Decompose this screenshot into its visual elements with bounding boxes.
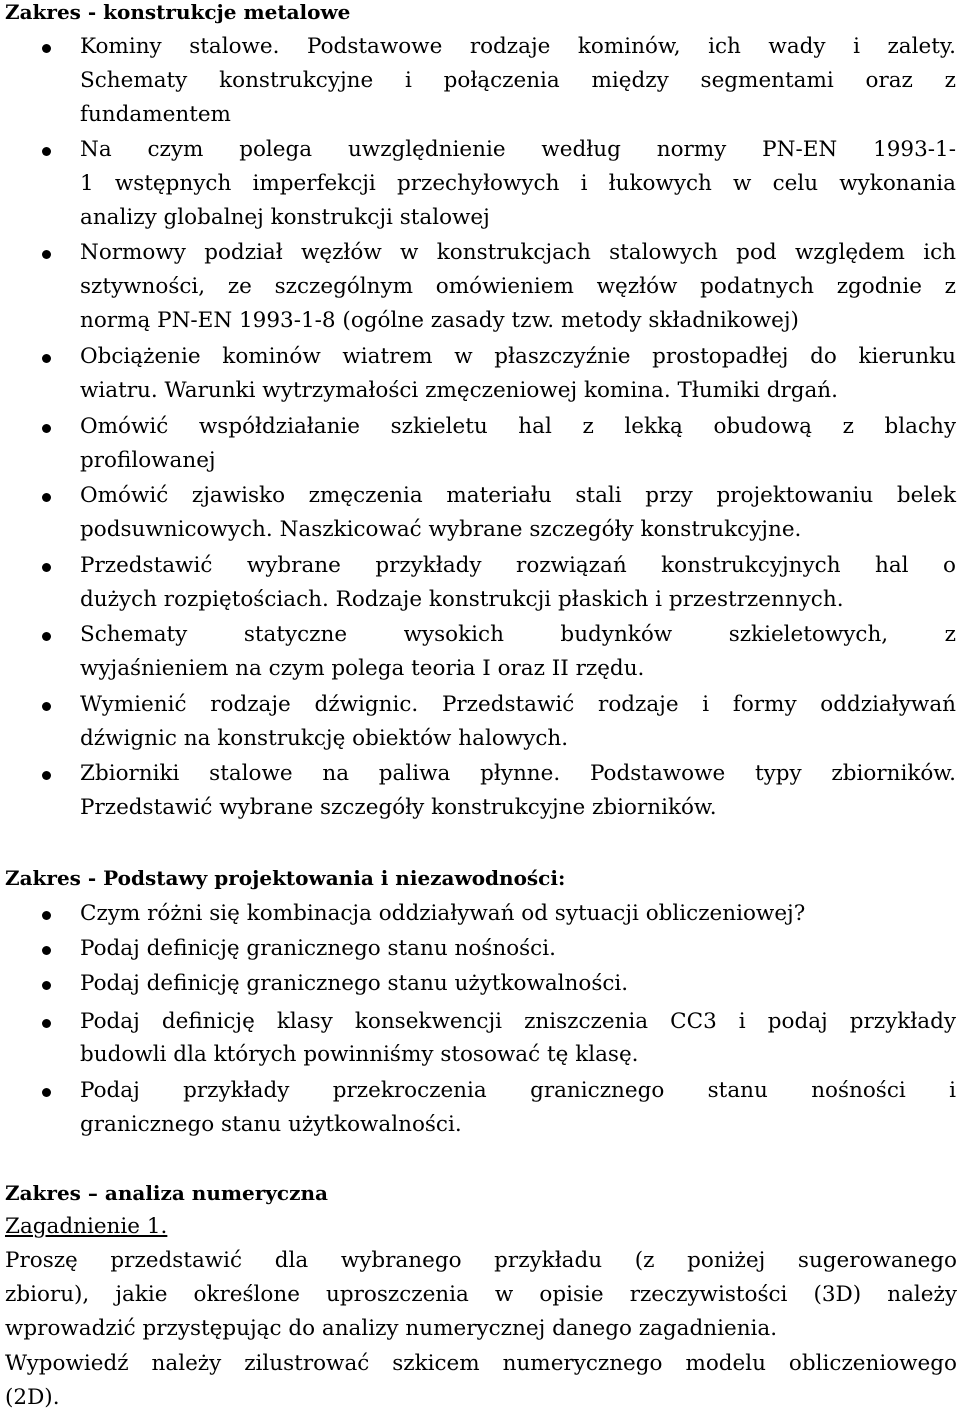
item-line: Omówić współdziałanie szkieletu hal z lekką obudową z blachy [80, 414, 956, 439]
item-line: granicznego stanu użytkowalności. [80, 1112, 462, 1137]
item-line: dużych rozpiętościach. Rodzaje konstrukcji płaskich i przestrzennych. [80, 587, 844, 612]
item-line: Podaj definicję granicznego stanu użytkowalności. [80, 971, 629, 996]
item-line: 1 wstępnych imperfekcji przechyłowych i łukowych w celu wykonania [80, 171, 956, 196]
bullet-icon [42, 702, 51, 711]
bullet-icon [42, 250, 51, 259]
item-line: Schematy statyczne wysokich budynków szkieletowych, z [80, 622, 956, 647]
item-line: Wymienić rodzaje dźwignic. Przedstawić rodzaje i formy oddziaływań [80, 692, 956, 717]
item-line: profilowanej [80, 448, 216, 473]
bullet-icon [42, 911, 51, 920]
paragraph-line: Proszę przedstawić dla wybranego przykładu (z poniżej sugerowanego [5, 1248, 957, 1273]
item-line: Na czym polega uwzględnienie według normy PN-EN 1993-1- [80, 137, 956, 162]
item-line: Podaj definicję granicznego stanu nośności. [80, 936, 556, 961]
item-line: Przedstawić wybrane przykłady rozwiązań konstrukcyjnych hal o [80, 553, 956, 578]
item-line: fundamentem [80, 102, 231, 127]
item-line: sztywności, ze szczególnym omówieniem węzłów podatnych zgodnie z [80, 274, 956, 299]
item-line: Zbiorniki stalowe na paliwa płynne. Podstawowe typy zbiorników. [80, 761, 956, 786]
item-line: wiatru. Warunki wytrzymałości zmęczeniowej komina. Tłumiki drgań. [80, 378, 838, 403]
bullet-icon [42, 632, 51, 641]
bullet-icon [42, 147, 51, 156]
bullet-icon [42, 771, 51, 780]
paragraph-line: Wypowiedź należy zilustrować szkicem numerycznego modelu obliczeniowego [5, 1351, 957, 1376]
item-line: Czym różni się kombinacja oddziaływań od sytuacji obliczeniowej? [80, 901, 806, 926]
item-line: normą PN-EN 1993-1-8 (ogólne zasady tzw. metody składnikowej) [80, 308, 799, 333]
item-line: wyjaśnieniem na czym polega teoria I oraz II rzędu. [80, 656, 645, 681]
item-line: Podaj definicję klasy konsekwencji zniszczenia CC3 i podaj przykłady [80, 1009, 956, 1034]
item-line: Obciążenie kominów wiatrem w płaszczyźnie prostopadłej do kierunku [80, 344, 956, 369]
bullet-icon [42, 563, 51, 572]
section-heading-reliability: Zakres - Podstawy projektowania i niezawodności: [5, 866, 566, 890]
item-line: Przedstawić wybrane szczegóły konstrukcyjne zbiorników. [80, 795, 717, 820]
subheading-zagadnienie: Zagadnienie 1. [5, 1214, 168, 1239]
item-line: podsuwnicowych. Naszkicować wybrane szczegóły konstrukcyjne. [80, 517, 802, 542]
bullet-icon [42, 1088, 51, 1097]
bullet-icon [42, 354, 51, 363]
item-line: Normowy podział węzłów w konstrukcjach stalowych pod względem ich [80, 240, 956, 265]
item-line: dźwignic na konstrukcję obiektów halowych. [80, 726, 569, 751]
section-heading-numeric: Zakres – analiza numeryczna [5, 1181, 328, 1205]
section-heading-metal: Zakres - konstrukcje metalowe [5, 0, 351, 24]
bullet-icon [42, 424, 51, 433]
bullet-icon [42, 946, 51, 955]
item-line: budowli dla których powinniśmy stosować tę klasę. [80, 1042, 639, 1067]
item-line: Schematy konstrukcyjne i połączenia między segmentami oraz z [80, 68, 956, 93]
bullet-icon [42, 981, 51, 990]
item-line: Podaj przykłady przekroczenia granicznego stanu nośności i [80, 1078, 956, 1103]
item-line: Omówić zjawisko zmęczenia materiału stali przy projektowaniu belek [80, 483, 956, 508]
bullet-icon [42, 1019, 51, 1028]
bullet-icon [42, 44, 51, 53]
paragraph-line: zbioru), jakie określone uproszczenia w opisie rzeczywistości (3D) należy [5, 1282, 957, 1307]
item-line: Kominy stalowe. Podstawowe rodzaje kominów, ich wady i zalety. [80, 34, 956, 59]
paragraph-line: wprowadzić przystępując do analizy numerycznej danego zagadnienia. [5, 1316, 778, 1341]
paragraph-line: (2D). [5, 1385, 60, 1410]
bullet-icon [42, 493, 51, 502]
item-line: analizy globalnej konstrukcji stalowej [80, 205, 490, 230]
